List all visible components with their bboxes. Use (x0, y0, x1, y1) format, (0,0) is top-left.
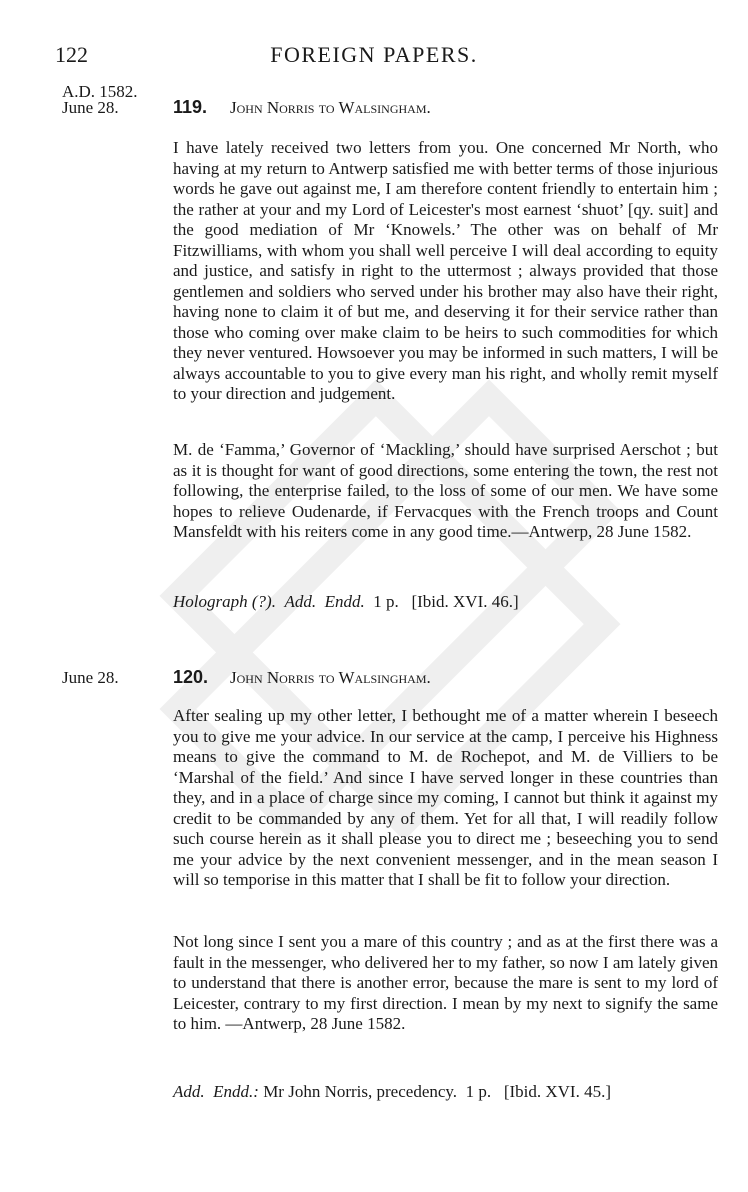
entry-title: John Norris to Walsingham. (230, 98, 431, 117)
letter-paragraph: M. de ‘Famma,’ Governor of ‘Mackling,’ should have surprised Aerschot ; but as it is thought for want of good directions, some entering the town, the rest not following, the enterprise failed, to the loss of some of our men. We have some hopes to relieve Oudenarde, if Fervacques with the French troops and Count Mansfeldt with his reiters come in any good time.—Antwerp, 28 June 1582. (173, 440, 718, 541)
note-endd: Endd. (324, 592, 365, 611)
entry-number: 120. (173, 667, 209, 687)
note-add: Add. (173, 1082, 205, 1101)
note-reference: [Ibid. XVI. 46.] (411, 592, 519, 611)
letter-paragraph: After sealing up my other letter, I bethought me of a matter wherein I beseech you to give me your advice. In our service at the camp, I perceive his Highness means to give the command to M. de Rochepot, and M. de Villiers to be ‘Marshal of the field.’ And since I have served longer in these countries than they, and in a place of charge since my coming, I cannot but think it against my credit to be commanded by any of them. Yet for all that, I will readily follow such course herein as it shall please you to direct me ; beseeching you to send me your advice by the next convenient messenger, and in the mean season I will so temporise in this matter that I shall be fit to follow your direction. (173, 706, 718, 889)
entry-date: June 28. (62, 668, 119, 687)
letter-paragraph: I have lately received two letters from you. One concerned Mr North, who having at my return to Antwerp satisfied me with better terms of those injurious words he gave out against me, I am therefore content friendly to entertain him ; the rather at your and my Lord of Leicester's most earnest ‘shuot’ [qy. suit] and the good mediation of Mr ‘Knowels.’ The other was on behalf of Mr Fitzwilliams, with whom you shall well perceive I will deal according to equity and justice, and satisfy in right to the uttermost ; always provided that those gentlemen and soldiers who served under his brother may also have their right, having none to claim it of but me, and deserving it for their service rather than those who coming over make claim to be heirs to such commodities for which they never ventured. Howsoever you may be informed in such matters, I will be always accountable to you to give every man his right, and wholly remit myself to your direction and judgement. (173, 138, 718, 403)
note-reference: [Ibid. XVI. 45.] (503, 1082, 611, 1101)
page-header (40, 42, 708, 72)
year-label: A.D. 1582. (62, 82, 138, 101)
running-title: FOREIGN PAPERS. (270, 42, 478, 67)
letter-paragraph: Not long since I sent you a mare of this country ; and as at the first there was a fault in the messenger, who delivered her to my father, so now I am lately given to understand that there is another error, because the mare is sent to my lord of Leicester, contrary to my first direction. I mean by my next to signify the same to him. —Antwerp, 28 June 1582. (173, 932, 718, 1033)
note-pages: 1 p. (465, 1082, 492, 1101)
note-add: Add. (284, 592, 317, 611)
note-pages: 1 p. (373, 592, 399, 611)
entry-number: 119. (173, 97, 208, 117)
entry-title: John Norris to Walsingham. (230, 668, 431, 687)
entry-header-120 (0, 668, 748, 694)
note-endd: Endd.: (213, 1082, 259, 1101)
page-number: 122 (55, 42, 88, 67)
entry-date: June 28. (62, 98, 119, 117)
note-holograph: Holograph (?). (173, 592, 276, 611)
archival-note (173, 1082, 718, 1103)
archival-note (173, 592, 718, 613)
note-subject: Mr John Norris, precedency. (263, 1082, 458, 1101)
entry-header-119 (0, 98, 748, 124)
